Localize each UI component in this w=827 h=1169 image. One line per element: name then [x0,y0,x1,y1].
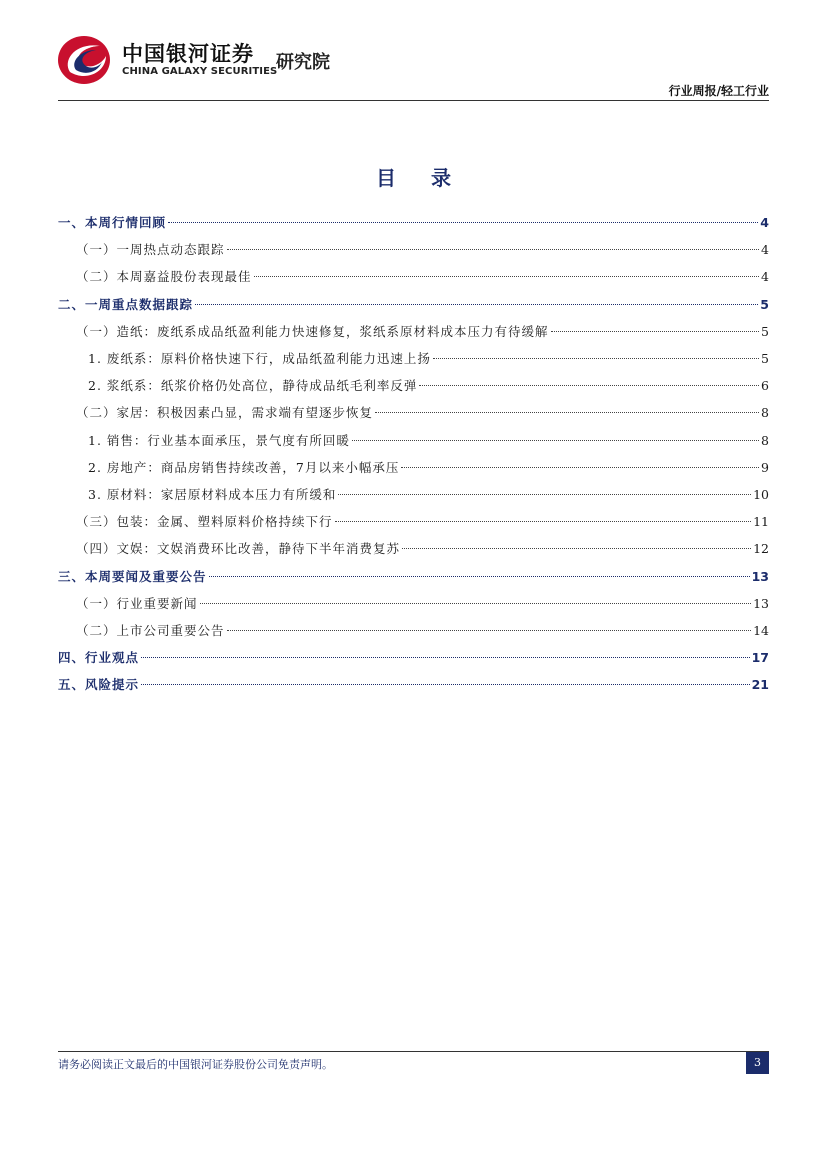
toc-entry-page: 12 [753,541,769,557]
toc-entry[interactable] [58,457,769,479]
toc-entry-page: 5 [760,296,769,312]
toc-entry[interactable] [58,538,769,560]
toc-entry-page: 4 [760,215,769,230]
report-category: 行业周报/轻工行业 [668,84,769,98]
toc-entry[interactable] [58,266,769,288]
toc-dot-leader [141,684,750,685]
toc-entry-page: 10 [753,487,769,502]
toc-entry[interactable] [58,593,769,615]
toc-dot-leader [168,222,758,223]
toc-entry-text: 四、行业观点 [58,650,140,666]
toc-dot-leader [209,576,750,577]
toc-entry-text: 1. 废纸系：原料价格快速下行，成品纸盈利能力迅速上扬 [88,351,431,366]
toc-dot-leader [227,630,752,631]
toc-entry[interactable] [58,511,769,533]
toc-entry[interactable] [58,647,769,669]
toc-entry-page: 4 [761,242,769,258]
toc-entry[interactable] [58,430,769,452]
toc-dot-leader [200,603,752,604]
toc-entry-page: 8 [761,405,769,421]
toc-entry-text: 三、本周要闻及重要公告 [58,568,207,584]
toc-entry-text: 五、风险提示 [58,677,140,693]
page-header [0,0,827,104]
toc-entry-page: 5 [761,323,769,339]
toc-entry-page: 13 [753,595,769,611]
toc-entry-page: 21 [751,677,769,693]
toc-dot-leader [141,657,750,658]
header-divider [58,100,769,101]
toc-entry-text: （一）造纸：废纸系成品纸盈利能力快速修复，浆纸系原材料成本压力有待缓解 [76,323,549,339]
toc-dot-leader [227,249,760,250]
toc-dot-leader [352,440,759,441]
toc-entry-page: 17 [751,650,769,666]
toc-dot-leader [338,494,751,495]
toc-entry[interactable] [58,348,769,370]
toc-entry-page: 8 [761,432,769,448]
toc-dot-leader [254,276,760,277]
toc-entry-text: 3. 原材料：家居原材料成本压力有所缓和 [88,487,337,502]
toc-dot-leader [335,521,752,522]
toc-entry-text: （二）家居：积极因素凸显，需求端有望逐步恢复 [76,405,374,421]
footer-divider [58,1051,769,1052]
toc-entry[interactable] [58,674,769,696]
toc-entry-page: 6 [761,378,769,394]
toc-entry[interactable] [58,402,769,424]
toc-entry-text: （二）本周嘉益股份表现最佳 [76,269,252,285]
toc-entry-page: 11 [753,514,769,530]
toc-entry[interactable] [58,566,769,588]
toc-entry-page: 13 [751,568,769,584]
toc-entry-text: 二、一周重点数据跟踪 [58,296,194,312]
toc-entry-text: 一、本周行情回顾 [58,215,167,230]
toc-dot-leader [419,385,759,386]
toc-dot-leader [401,467,759,468]
toc-entry[interactable] [58,239,769,261]
brand-name-en: CHINA GALAXY SECURITIES [122,66,278,77]
toc-dot-leader [433,358,759,359]
toc-entry-text: 2. 房地产：商品房销售持续改善，7月以来小幅承压 [88,459,400,475]
page-number: 3 [746,1052,769,1074]
toc-entry-text: （一）一周热点动态跟踪 [76,242,225,258]
toc-entry[interactable] [58,321,769,343]
toc-dot-leader [402,548,751,549]
toc-entry-page: 5 [761,351,769,366]
toc-title: 目 录 [376,166,465,190]
toc-entry-text: （四）文娱：文娱消费环比改善，静待下半年消费复苏 [76,541,401,557]
toc-entry-text: （二）上市公司重要公告 [76,623,225,638]
toc-entry-text: （三）包装：金属、塑料原料价格持续下行 [76,514,333,530]
toc-entry[interactable] [58,620,769,642]
institute-label: 研究院 [276,52,330,73]
toc-dot-leader [551,331,760,332]
brand-name-cn: 中国银河证券 [122,42,254,66]
toc-entry-page: 4 [761,269,769,285]
toc-entry-page: 14 [753,623,769,638]
toc-dot-leader [375,412,759,413]
footer-disclaimer: 请务必阅读正文最后的中国银河证券股份公司免责声明。 [58,1058,333,1071]
toc-entry[interactable] [58,484,769,506]
toc-entry-text: 2. 浆纸系：纸浆价格仍处高位，静待成品纸毛利率反弹 [88,378,418,394]
toc-entry-text: 1. 销售：行业基本面承压，景气度有所回暖 [88,432,350,448]
toc-dot-leader [195,304,758,305]
toc-entry[interactable] [58,375,769,397]
toc-entry-text: （一）行业重要新闻 [76,595,198,611]
toc-entry-page: 9 [761,459,769,475]
galaxy-logo-icon [56,34,112,86]
toc-entry[interactable] [58,212,769,234]
toc-entry[interactable] [58,294,769,316]
